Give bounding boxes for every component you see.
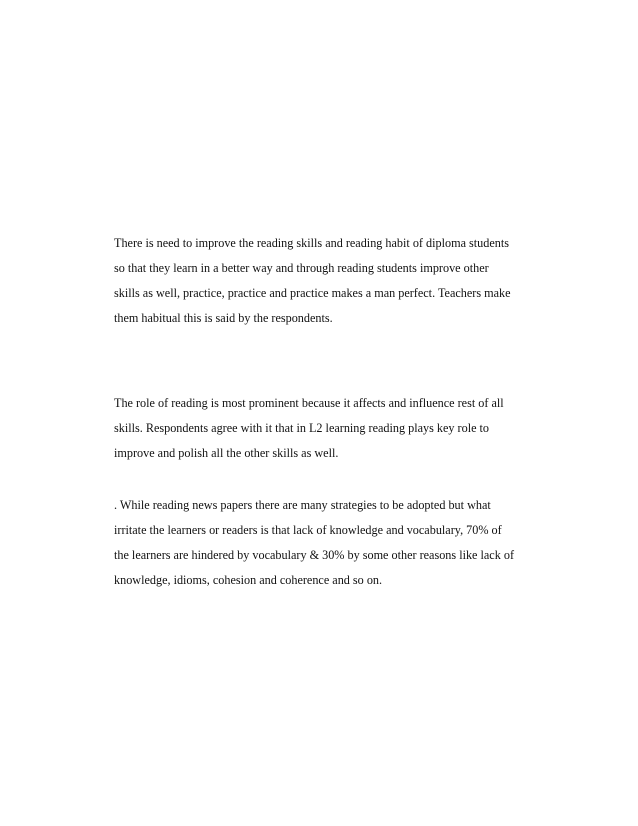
paragraph-line: knowledge, idioms, cohesion and coherence and so on. xyxy=(114,573,383,587)
paragraph-line: the learners are hindered by vocabulary & 30% by some other reasons like lack of xyxy=(114,548,515,562)
paragraph-line: improve and polish all the other skills as well. xyxy=(114,446,339,460)
paragraph-line: There is need to improve the reading skills and reading habit of diploma students xyxy=(114,236,509,250)
paragraph-line: The role of reading is most prominent because it affects and influence rest of all xyxy=(114,396,504,410)
paragraph-reading-skills xyxy=(114,231,534,331)
paragraph-line: . While reading news papers there are many strategies to be adopted but what xyxy=(114,498,491,512)
paragraph-line: them habitual this is said by the respondents. xyxy=(114,311,333,325)
paragraph-line: so that they learn in a better way and through reading students improve other xyxy=(114,261,489,275)
paragraph-news-papers xyxy=(114,493,534,593)
paragraph-line: skills. Respondents agree with it that in L2 learning reading plays key role to xyxy=(114,421,490,435)
paragraph-line: irritate the learners or readers is that lack of knowledge and vocabulary, 70% of xyxy=(114,523,502,537)
paragraph-line: skills as well, practice, practice and practice makes a man perfect. Teachers make xyxy=(114,286,511,300)
paragraph-role-of-reading xyxy=(114,391,534,466)
